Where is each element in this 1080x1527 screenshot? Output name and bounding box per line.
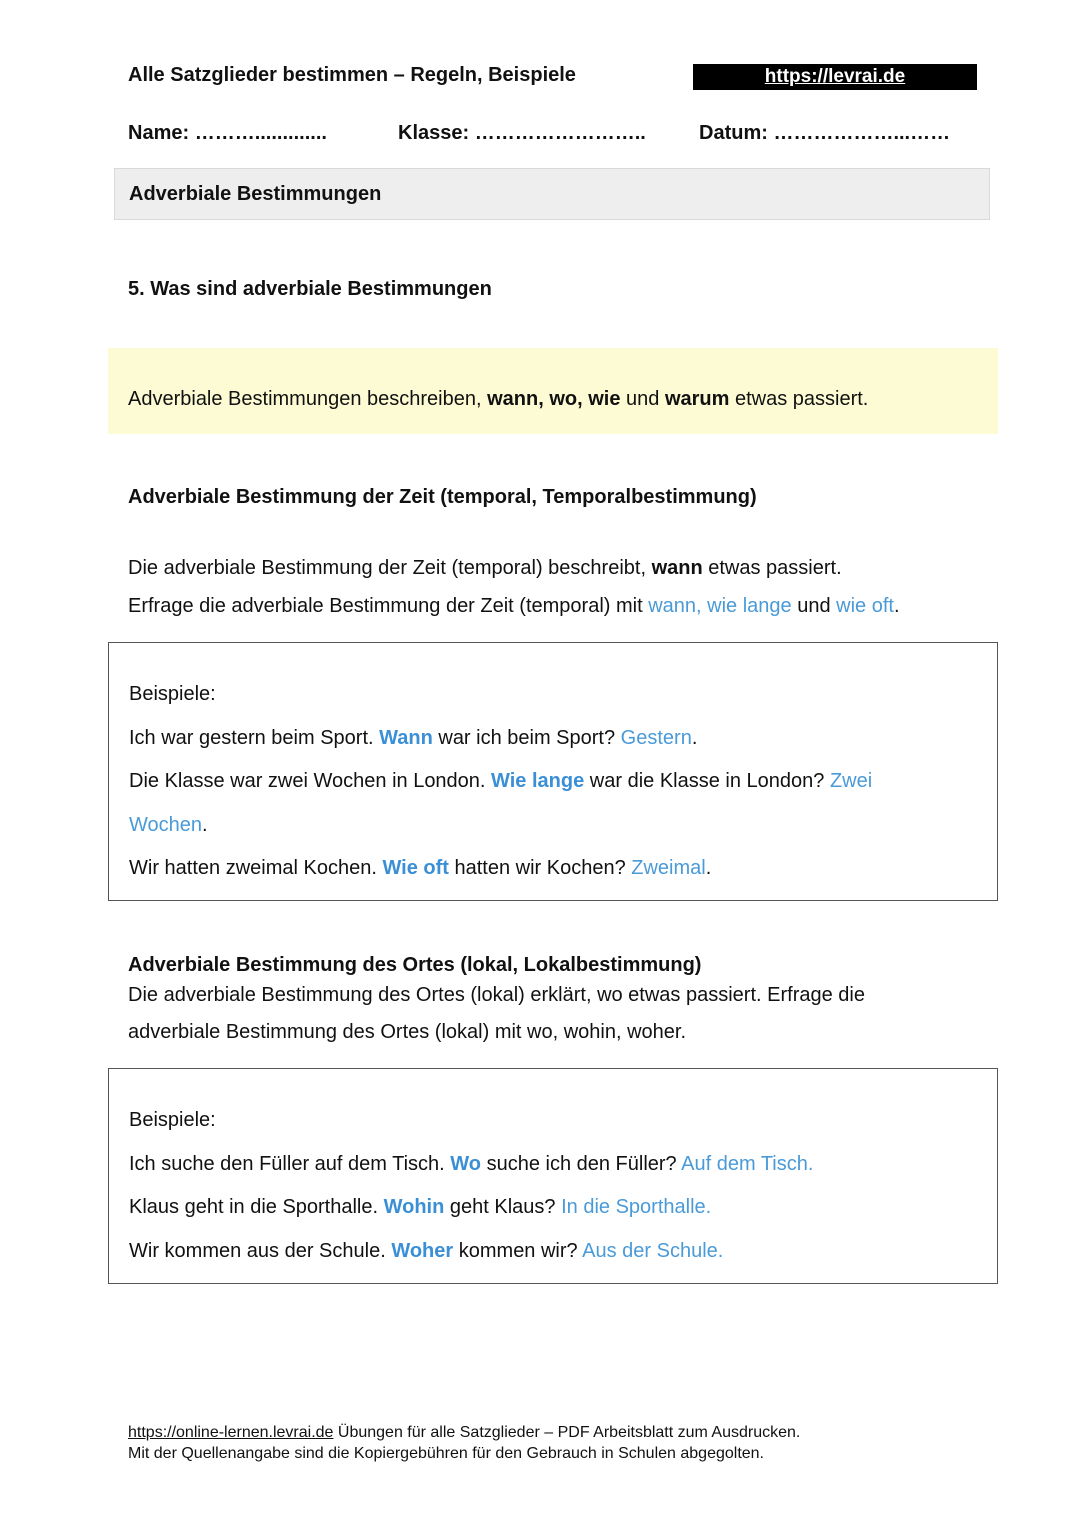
definition-text: Adverbiale Bestimmungen beschreiben, wann, wo, wie und warum etwas passiert. [128,388,869,410]
lokal-description-line2: adverbiale Bestimmung des Ortes (lokal) mit wo, wohin, woher. [128,1021,687,1043]
temporal-examples-box [108,642,998,901]
examples-label: Beispiele: [129,683,216,705]
footer-line2: Mit der Quellenangabe sind die Kopiergebühren für den Gebrauch in Schulen abgegolten. [128,1445,764,1462]
class-field: Klasse: …………………….. [398,122,646,144]
example-sentence: Wir hatten zweimal Kochen. Wie oft hatten wir Kochen? Zweimal. [129,857,712,879]
site-url-badge[interactable] [693,64,977,90]
definition-box [108,348,998,434]
lokal-examples-box [108,1068,998,1284]
example-sentence: Ich war gestern beim Sport. Wann war ich beim Sport? Gestern. [129,727,698,749]
lokal-heading: Adverbiale Bestimmung des Ortes (lokal, Lokalbestimmung) [128,954,702,976]
temporal-heading: Adverbiale Bestimmung der Zeit (temporal, Temporalbestimmung) [128,486,757,508]
name-field: Name: ………............. [128,122,327,144]
worksheet-title: Alle Satzglieder bestimmen – Regeln, Beispiele [128,64,576,86]
site-url-link[interactable]: https://levrai.de [764,66,906,87]
date-field: Datum: ………………...…… [699,122,951,144]
question-heading: 5. Was sind adverbiale Bestimmungen [128,278,492,300]
example-sentence-continued: Wochen. [129,814,208,836]
example-sentence: Klaus geht in die Sporthalle. Wohin geht Klaus? In die Sporthalle. [129,1196,712,1218]
section-header [114,168,990,220]
example-sentence: Wir kommen aus der Schule. Woher kommen wir? Aus der Schule. [129,1240,724,1262]
footer-link[interactable]: https://online-lernen.levrai.de [128,1424,334,1441]
example-sentence: Die Klasse war zwei Wochen in London. Wie lange war die Klasse in London? Zwei [129,770,873,792]
example-sentence: Ich suche den Füller auf dem Tisch. Wo suche ich den Füller? Auf dem Tisch. [129,1153,814,1175]
footer [128,1422,800,1464]
lokal-description-line1: Die adverbiale Bestimmung des Ortes (lokal) erklärt, wo etwas passiert. Erfrage die [128,984,865,1006]
temporal-description: Die adverbiale Bestimmung der Zeit (temporal) beschreibt, wann etwas passiert. [128,557,842,579]
section-title: Adverbiale Bestimmungen [129,183,382,205]
footer-line1: https://online-lernen.levrai.de Übungen für alle Satzglieder – PDF Arbeitsblatt zum Ausdrucken. [128,1424,801,1441]
temporal-question-words: Erfrage die adverbiale Bestimmung der Zeit (temporal) mit wann, wie lange und wie oft. [128,595,900,617]
examples-label: Beispiele: [129,1109,216,1131]
